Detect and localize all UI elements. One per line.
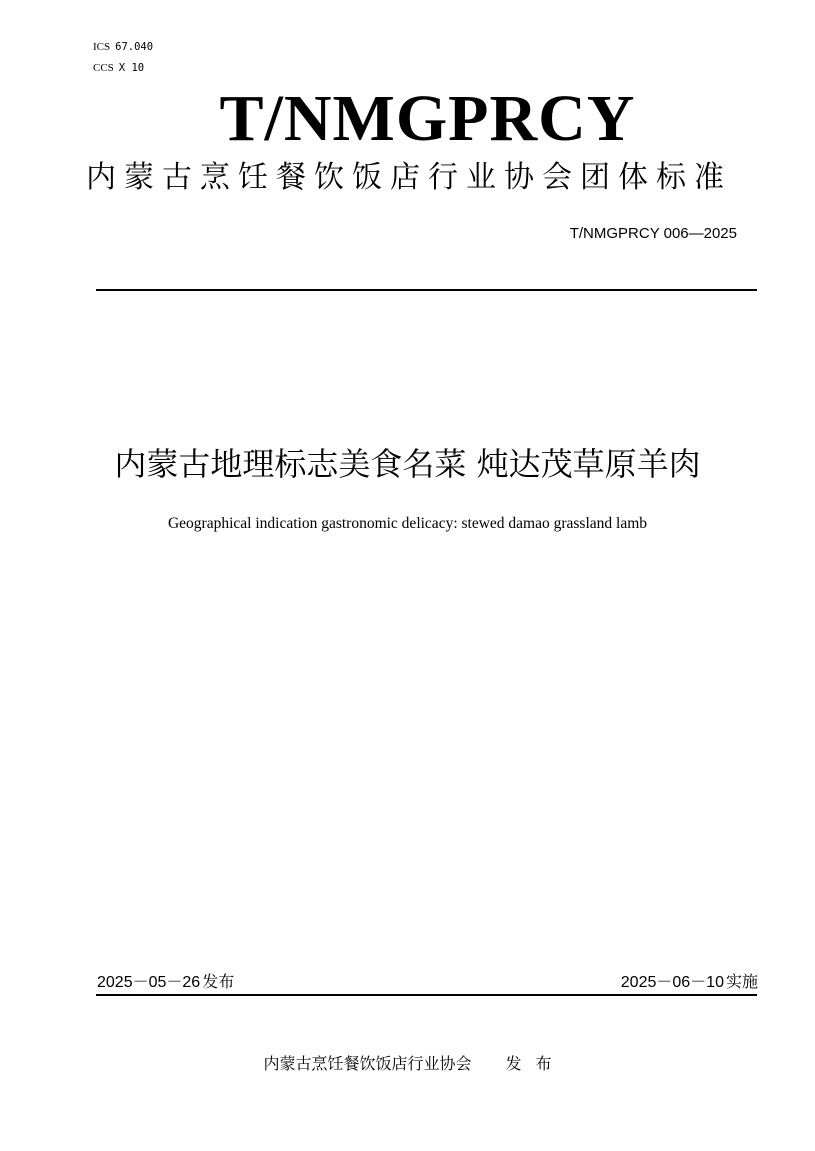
ccs-value: X 10 xyxy=(118,62,145,74)
publish-date-block xyxy=(97,970,234,995)
standard-title-en: Geographical indication gastronomic delicacy: stewed damao grassland lamb xyxy=(167,515,648,532)
header-divider xyxy=(96,289,757,291)
publisher-action: 发布 xyxy=(505,1054,566,1073)
ccs-label: CCS xyxy=(93,62,114,74)
standard-number: T/NMGPRCY 006—2025 xyxy=(569,225,737,242)
footer-divider xyxy=(96,994,757,996)
ics-label: ICS xyxy=(93,41,111,53)
publish-label: 发布 xyxy=(202,972,235,991)
ccs-classification xyxy=(93,61,144,75)
ics-value: 67.040 xyxy=(115,41,154,53)
publish-date: 2025－05－26 xyxy=(97,974,201,991)
standard-title-cn: 内蒙古地理标志美食名菜 炖达茂草原羊肉 xyxy=(114,445,701,483)
publisher-line xyxy=(0,1051,815,1077)
implement-date-block xyxy=(621,970,758,995)
ics-classification xyxy=(93,40,153,54)
implement-label: 实施 xyxy=(725,972,758,991)
implement-date: 2025－06－10 xyxy=(620,974,724,991)
publisher-name: 内蒙古烹饪餐饮饭店行业协会 xyxy=(263,1054,472,1073)
standard-code-mark: T/NMGPRCY xyxy=(219,82,636,155)
organization-title: 内蒙古烹饪餐饮饭店行业协会团体标准 xyxy=(86,160,732,195)
